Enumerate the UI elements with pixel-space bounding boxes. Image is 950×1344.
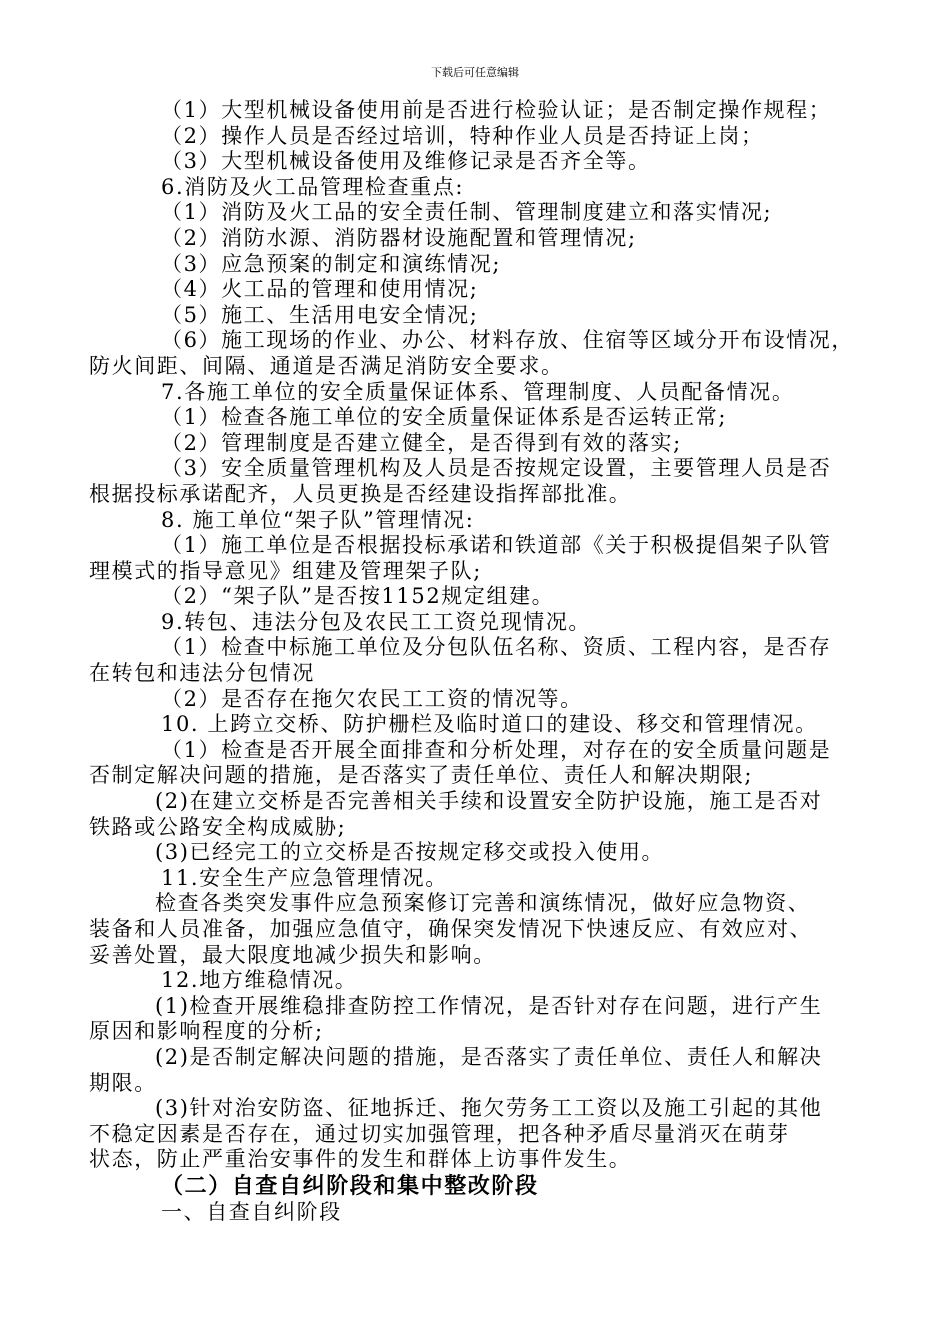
text-line: （6）施工现场的作业、办公、材料存放、住宿等区域分开布设情况， bbox=[161, 328, 854, 353]
text-line: （1）大型机械设备使用前是否进行检验认证；是否制定操作规程； bbox=[161, 98, 832, 122]
text-line: (2)是否制定解决问题的措施，是否落实了责任单位、责任人和解决 bbox=[155, 1044, 823, 1069]
text-line: （2）“架子队”是否按1152规定组建。 bbox=[161, 584, 555, 609]
text-line: （4）火工品的管理和使用情况; bbox=[161, 277, 479, 302]
text-line: （3）安全质量管理机构及人员是否按规定设置，主要管理人员是否 bbox=[161, 456, 832, 481]
text-line: 检查各类突发事件应急预案修订完善和演练情况，做好应急物资、 bbox=[155, 891, 811, 916]
text-line: （2）操作人员是否经过培训，特种作业人员是否持证上岗； bbox=[161, 123, 764, 148]
text-line: 在转包和违法分包情况 bbox=[89, 661, 315, 686]
text-line: （1）检查中标施工单位及分包队伍名称、资质、工程内容，是否存 bbox=[161, 635, 832, 660]
text-line: 9.转包、违法分包及农民工工资兑现情况。 bbox=[161, 609, 592, 634]
text-line: 理模式的指导意见》组建及管理架子队; bbox=[89, 558, 482, 583]
text-line: 10. 上跨立交桥、防护栅栏及临时道口的建设、移交和管理情况。 bbox=[161, 712, 818, 737]
text-line: 8. 施工单位“架子队”管理情况: bbox=[161, 507, 475, 532]
text-line: (1)检查开展维稳排查防控工作情况，是否针对存在问题，进行产生 bbox=[155, 993, 823, 1018]
text-line: 原因和影响程度的分析; bbox=[89, 1019, 324, 1044]
text-line: 6.消防及火工品管理检查重点: bbox=[161, 174, 465, 199]
text-line: 防火间距、间隔、通道是否满足消防安全要求。 bbox=[89, 353, 564, 378]
text-line: （2）消防水源、消防器材设施配置和管理情况; bbox=[161, 225, 637, 250]
paragraph-lines bbox=[89, 98, 861, 1173]
text-line: （3）应急预案的制定和演练情况; bbox=[161, 251, 502, 276]
text-line: 否制定解决问题的措施，是否落实了责任单位、责任人和解决期限; bbox=[89, 763, 754, 788]
text-line: 铁路或公路安全构成威胁; bbox=[89, 814, 347, 839]
text-line: (3)针对治安防盗、征地拆迁、拖欠劳务工工资以及施工引起的其他 bbox=[155, 1096, 823, 1121]
text-line: （2）是否存在拖欠农民工工资的情况等。 bbox=[161, 686, 583, 711]
text-line: 11.安全生产应急管理情况。 bbox=[161, 865, 448, 890]
text-line: （1）检查是否开展全面排查和分析处理，对存在的安全质量问题是 bbox=[161, 737, 832, 762]
text-line: 根据投标承诺配齐，人员更换是否经建设指挥部批准。 bbox=[89, 481, 632, 506]
page-header: 下载后可任意编辑 bbox=[431, 66, 519, 79]
text-line: 装备和人员准备，加强应急值守，确保突发情况下快速反应、有效应对、 bbox=[89, 917, 813, 941]
text-line: （3）大型机械设备使用及维修记录是否齐全等。 bbox=[161, 149, 651, 174]
text-line: （1）施工单位是否根据投标承诺和铁道部《关于积极提倡架子队管 bbox=[161, 533, 832, 558]
text-line: （2）管理制度是否建立健全，是否得到有效的落实; bbox=[161, 430, 682, 455]
text-line: (2)在建立交桥是否完善相关手续和设置安全防护设施，施工是否对 bbox=[155, 789, 823, 814]
text-line: (3)已经完工的立交桥是否按规定移交或投入使用。 bbox=[155, 840, 665, 865]
text-line: （1）检查各施工单位的安全质量保证体系是否运转正常; bbox=[161, 405, 728, 430]
text-line: 12.地方维稳情况。 bbox=[161, 968, 358, 993]
document-body bbox=[89, 98, 861, 1226]
sub-heading: 一、自查自纠阶段 bbox=[161, 1199, 342, 1224]
text-line: 状态，防止严重治安事件的发生和群体上访事件发生。 bbox=[89, 1147, 632, 1172]
section-heading: （二）自查自纠阶段和集中整改阶段 bbox=[161, 1172, 539, 1199]
text-line: 7.各施工单位的安全质量保证体系、管理制度、人员配备情况。 bbox=[161, 379, 795, 404]
text-line: 妥善处置，最大限度地减少损失和影响。 bbox=[89, 942, 496, 967]
text-line: 期限。 bbox=[89, 1070, 157, 1095]
text-line: 不稳定因素是否存在，通过切实加强管理，把各种矛盾尽量消灭在萌芽 bbox=[89, 1121, 790, 1146]
text-line: （1）消防及火工品的安全责任制、管理制度建立和落实情况; bbox=[161, 200, 773, 225]
text-line: （5）施工、生活用电安全情况; bbox=[161, 302, 479, 327]
